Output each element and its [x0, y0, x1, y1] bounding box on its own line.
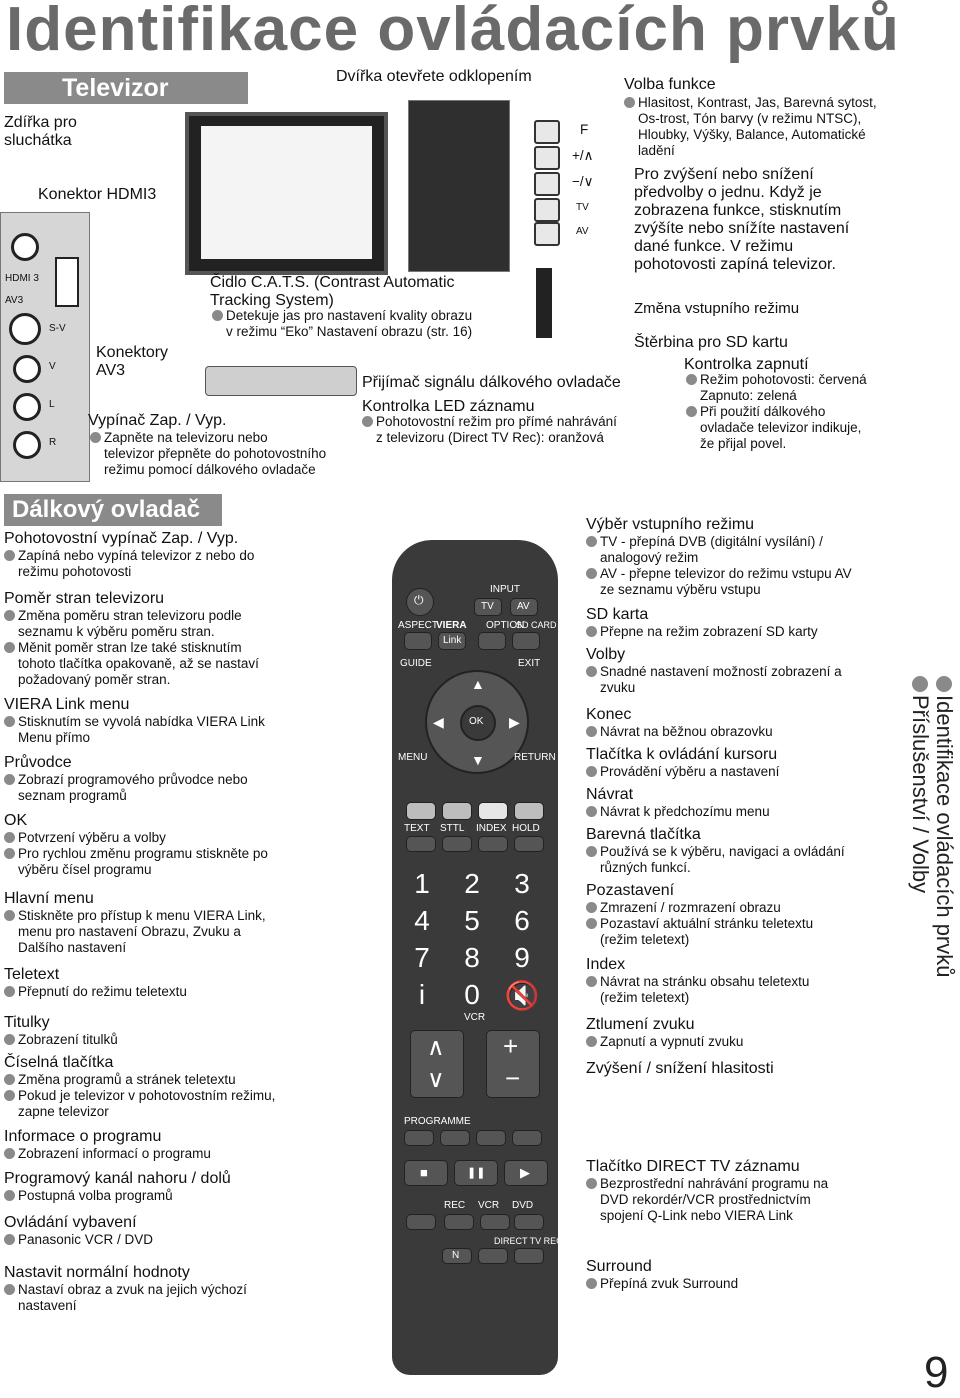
callout-desc-line: Pokud je televizor v pohotovostním režimu,	[4, 1088, 275, 1104]
callout-title: Konec	[586, 706, 632, 723]
normal-button[interactable]: N	[442, 1248, 472, 1264]
callout-desc-line: AV - přepne televizor do režimu vstupu AV	[586, 566, 852, 582]
tv-power-title: Vypínač Zap. / Vyp.	[88, 412, 227, 429]
callout-item	[4, 1054, 275, 1120]
callout-desc-line: Používá se k výběru, navigaci a ovládání	[586, 844, 845, 860]
callout-title: Číselná tlačítka	[4, 1054, 114, 1071]
callout-desc-line: zapne televizor	[18, 1104, 109, 1119]
bullet-icon	[4, 832, 15, 843]
aspect-button[interactable]	[404, 632, 432, 650]
prog-up-button[interactable]	[534, 146, 560, 170]
vcr-button[interactable]	[480, 1214, 510, 1230]
rec-button[interactable]	[444, 1214, 474, 1230]
callout-desc-line: tohoto tlačítka opakovaně, až se nastaví	[18, 656, 259, 671]
bullet-icon	[686, 406, 697, 417]
digit-button[interactable]: 0	[464, 979, 480, 1010]
func-desc: Hlasitost, Kontrast, Jas, Barevná sytost, Os-trost, Tón barvy (v režimu NTSC), Hloubky, Výšky, Balance, Automatické ladění	[624, 95, 877, 159]
page-title: Identifikace ovládacích prvků	[6, 0, 900, 64]
callout-title: Informace o programu	[4, 1128, 162, 1145]
tv-button[interactable]: TV	[474, 598, 502, 616]
callout-desc-line: Menu přímo	[18, 730, 91, 745]
vcr-ch-up-button[interactable]	[440, 1130, 470, 1146]
bullet-icon	[686, 374, 697, 385]
callout-desc-line: Nastaví obraz a zvuk na jejich výchozí	[4, 1282, 247, 1298]
callout-item	[4, 1214, 153, 1248]
power-icon: ⏻	[414, 593, 424, 607]
headphone-jack	[11, 233, 39, 261]
callout-title: Barevná tlačítka	[586, 826, 701, 843]
bullet-icon	[586, 846, 597, 857]
led-title: Kontrolka LED záznamu	[362, 398, 535, 415]
audio-r-jack	[13, 431, 41, 459]
cats-title: Čidlo C.A.T.S. (Contrast Automatic Tracking System)	[210, 274, 455, 309]
digit-button[interactable]: 8	[464, 942, 480, 973]
callout-desc-line: Dalšího nastavení	[18, 940, 127, 955]
digit-button[interactable]: 4	[414, 905, 430, 936]
callout-item	[4, 890, 266, 956]
callout-item	[4, 754, 248, 804]
callout-desc-line: TV - přepíná DVB (digitální vysílání) /	[586, 534, 852, 550]
callout-desc-line: Potvrzení výběru a volby	[4, 830, 268, 846]
callout-desc-line: Zobrazení informací o programu	[4, 1146, 211, 1162]
callout-desc-line: analogový režim	[600, 550, 699, 565]
bullet-icon	[586, 726, 597, 737]
chevron-up-icon: ∧	[427, 1034, 445, 1061]
callout-title: Programový kanál nahoru / dolů	[4, 1170, 231, 1187]
callout-title: Pohotovostní vypínač Zap. / Vyp.	[4, 530, 239, 547]
bullet-icon	[4, 642, 15, 653]
av3-port-label: AV3	[5, 295, 24, 306]
sd-card-slot	[536, 268, 552, 338]
bullet-icon	[624, 97, 635, 108]
callout-title: Zvýšení / snížení hlasitosti	[586, 1060, 774, 1077]
remote-section-title: Dálkový ovladač	[12, 496, 201, 523]
dvd-button[interactable]	[514, 1214, 544, 1230]
av-button[interactable]: AV	[510, 598, 538, 616]
callout-item	[586, 1060, 774, 1078]
bullet-icon	[586, 626, 597, 637]
bullet-icon	[586, 568, 597, 579]
callout-desc-line: Pro rychlou změnu programu stiskněte po	[4, 846, 268, 862]
digit-button[interactable]: 7	[414, 942, 430, 973]
bullet-icon	[4, 774, 15, 785]
tv-side-buttons: F +/∧ −/∨ TV AV	[528, 110, 608, 250]
callout-desc-line: zvuku	[600, 680, 636, 695]
callout-desc-line: Postupná volba programů	[4, 1188, 231, 1204]
av-input-button[interactable]	[534, 222, 560, 246]
ffwd-button[interactable]	[512, 1130, 542, 1146]
chevron-down-icon: ∨	[427, 1066, 445, 1093]
bullet-icon	[4, 1074, 15, 1085]
bullet-icon	[4, 1284, 15, 1295]
callout-item	[586, 826, 845, 876]
callout-title: SD karta	[586, 606, 649, 623]
bullet-icon	[586, 902, 597, 913]
callout-item	[586, 1258, 738, 1292]
vcr-power-button[interactable]	[406, 1214, 436, 1230]
callout-item	[586, 746, 779, 780]
s-video-label: S-V	[49, 323, 66, 334]
viera-link-button[interactable]: Link	[438, 632, 466, 650]
callout-desc-line: Přepnutí do režimu teletextu	[4, 984, 187, 1000]
callout-desc-line: různých funkcí.	[600, 860, 691, 875]
callout-desc-line: Návrat k předchozímu menu	[586, 804, 770, 820]
callout-title: Výběr vstupního režimu	[586, 516, 755, 533]
callout-item	[4, 1170, 231, 1204]
play-icon: ▶	[520, 1165, 530, 1180]
bullet-icon	[4, 1034, 15, 1045]
side-door-illustration	[408, 100, 510, 272]
callout-desc-line: Změna programů a stránek teletextu	[4, 1072, 275, 1088]
callout-item	[586, 882, 813, 948]
tv-power-desc: Zapněte na televizoru nebo televizor přepněte do pohotovostního režimu pomocí dálkového ovladače	[90, 430, 326, 478]
bullet-icon	[586, 976, 597, 987]
callout-desc-line: nastavení	[18, 1298, 77, 1313]
video-label: V	[49, 361, 56, 372]
callout-title: Nastavit normální hodnoty	[4, 1264, 190, 1281]
callout-desc-line: Pozastaví aktuální stránku teletextu	[586, 916, 813, 932]
callout-item	[4, 1264, 247, 1314]
callout-desc-line: menu pro nastavení Obrazu, Zvuku a	[18, 924, 241, 939]
callout-item	[586, 606, 818, 640]
callout-desc-line: výběru čísel programu	[18, 862, 152, 877]
tv-section-title: Televizor	[62, 74, 169, 102]
callout-item	[4, 966, 187, 1000]
prog-down-button[interactable]	[534, 172, 560, 196]
callout-title: Poměr stran televizoru	[4, 590, 165, 607]
bullet-icon	[586, 1178, 597, 1189]
callout-desc-line: Stiskněte pro přístup k menu VIERA Link,	[4, 908, 266, 924]
callout-title: Teletext	[4, 966, 60, 983]
callout-title: Tlačítko DIRECT TV záznamu	[586, 1158, 800, 1175]
callout-item	[586, 516, 852, 598]
ok-button[interactable]: OK	[460, 705, 496, 741]
bullet-icon	[4, 910, 15, 921]
callout-desc-line: Snadné nastavení možností zobrazení a	[586, 664, 842, 680]
callout-desc-line: (režim teletext)	[600, 990, 690, 1005]
volume-button[interactable]	[486, 1030, 540, 1098]
digit-button[interactable]: i	[418, 979, 426, 1010]
callout-item	[586, 1016, 743, 1050]
digit-button[interactable]: 🔇	[504, 980, 540, 1011]
callout-item	[4, 590, 259, 688]
video-jack	[13, 355, 41, 383]
callout-item	[4, 1014, 118, 1048]
hold-button[interactable]	[514, 836, 544, 852]
audio-l-label: L	[49, 399, 55, 410]
callout-item	[586, 1158, 828, 1224]
callout-title: VIERA Link menu	[4, 696, 130, 713]
callout-desc-line: Stisknutím se vyvolá nabídka VIERA Link	[4, 714, 265, 730]
pause-button[interactable]	[454, 1160, 498, 1186]
headphone-label: Zdířka pro sluchátka	[4, 114, 77, 149]
yellow-button[interactable]	[478, 802, 508, 820]
tv-front-panel	[205, 366, 357, 396]
callout-desc-line: seznam programů	[18, 788, 127, 803]
minus-icon: −	[505, 1063, 521, 1093]
cats-desc: Detekuje jas pro nastavení kvality obrazu v režimu “Eko” Nastavení obrazu (str. 16)	[212, 308, 472, 340]
callout-desc-line: Přepne na režim zobrazení SD karty	[586, 624, 818, 640]
bullet-icon	[4, 1234, 15, 1245]
callout-desc-line: Panasonic VCR / DVD	[4, 1232, 153, 1248]
digit-button[interactable]: 2	[464, 868, 480, 899]
callout-desc-line: Zobrazí programového průvodce nebo	[4, 772, 248, 788]
callout-item	[4, 1128, 211, 1162]
callout-desc-line: seznamu k výběru poměru stran.	[18, 624, 215, 639]
text-button[interactable]	[406, 836, 436, 852]
prog-desc: Pro zvýšení nebo snížení předvolby o jednu. Když je zobrazena funkce, stisknutím zvýšíte nebo snížíte nastavení dané funkce. V režimu pohotovosti zapíná televizor.	[634, 166, 850, 273]
callout-desc-line: Návrat na stránku obsahu teletextu	[586, 974, 809, 990]
receiver-label: Přijímač signálu dálkového ovladače	[362, 374, 621, 391]
callout-desc-line: Provádění výběru a nastavení	[586, 764, 779, 780]
bullet-icon	[4, 1190, 15, 1201]
av3-label: Konektory AV3	[96, 344, 169, 379]
up-arrow-icon: ▲	[471, 676, 485, 692]
red-button[interactable]	[406, 802, 436, 820]
bullet-icon	[586, 536, 597, 547]
callout-desc-line: Návrat na běžnou obrazovku	[586, 724, 773, 740]
surround-button[interactable]	[478, 1248, 508, 1264]
callout-desc-line: DVD rekordér/VCR prostřednictvím	[600, 1192, 811, 1207]
callout-desc-line: spojení Q-Link nebo VIERA Link	[600, 1208, 793, 1223]
func-title: Volba funkce	[624, 76, 716, 93]
sttl-button[interactable]	[442, 836, 472, 852]
right-arrow-icon: ▶	[509, 714, 520, 730]
bullet-icon	[4, 716, 15, 727]
hdmi-port	[55, 257, 79, 307]
audio-r-label: R	[49, 437, 57, 448]
bullet-icon	[586, 1278, 597, 1289]
digit-button[interactable]: 3	[514, 868, 530, 899]
power-led-desc: Režim pohotovosti: červená Zapnuto: zelená Při použití dálkového ovladače televizor indikuje, že přijal povel.	[686, 372, 867, 452]
callout-item	[586, 706, 773, 740]
rewind-button[interactable]	[476, 1130, 506, 1146]
door-label: Dvířka otevřete odklopením	[336, 68, 532, 85]
bullet-icon	[4, 1148, 15, 1159]
bullet-icon	[586, 766, 597, 777]
callout-desc-line: Měnit poměr stran lze také stisknutím	[4, 640, 259, 656]
index-button[interactable]	[478, 836, 508, 852]
remote-illustration: ⏻ INPUT TV AV ASPECT VIERA OPTION SD CARD Link GUIDE EXIT OK ▲ ▼ ◀ ▶ MENU RETURN TEXT STTL INDEX HOLD 1 2 3 4 5 6 7 8 9 i 0 🔇 VCR ∧ ∨ + − PROGRAMME ■ ❚❚ ▶ REC VCR DVD DIRECT TV REC N	[392, 540, 558, 1375]
led-desc: Pohotovostní režim pro přímé nahrávání z televizoru (Direct TV Rec): oranžová	[362, 414, 617, 446]
option-button[interactable]	[478, 632, 506, 650]
power-button[interactable]	[406, 588, 434, 616]
callout-title: Surround	[586, 1258, 652, 1275]
callout-title: Tlačítka k ovládání kursoru	[586, 746, 778, 763]
bullet-icon	[4, 1090, 15, 1101]
callout-title: Volby	[586, 646, 626, 663]
callout-desc-line: Zapíná nebo vypíná televizor z nebo do	[4, 548, 254, 564]
power-led-title: Kontrolka zapnutí	[684, 356, 809, 373]
bullet-icon	[4, 550, 15, 561]
vcr-ch-down-button[interactable]	[404, 1130, 434, 1146]
digit-button[interactable]: 6	[514, 905, 530, 936]
input-change-label: Změna vstupního režimu	[634, 300, 800, 317]
callout-title: Ovládání vybavení	[4, 1214, 137, 1231]
bullet-icon	[586, 918, 597, 929]
bullet-icon	[362, 416, 373, 427]
digit-button[interactable]: 5	[464, 905, 480, 936]
function-button[interactable]	[534, 120, 560, 144]
down-arrow-icon: ▼	[471, 752, 485, 768]
bullet-icon	[586, 666, 597, 677]
sd-card-button[interactable]	[512, 632, 540, 650]
bullet-icon	[90, 432, 101, 443]
callout-desc-line: Zmrazení / rozmrazení obrazu	[586, 900, 813, 916]
callout-desc-line: (režim teletext)	[600, 932, 690, 947]
callout-desc-line: požadovaný poměr stran.	[18, 672, 171, 687]
bullet-icon	[4, 610, 15, 621]
sd-slot-label: Štěrbina pro SD kartu	[634, 334, 788, 351]
stop-button[interactable]	[404, 1160, 448, 1186]
tv-section-header	[4, 72, 248, 104]
bullet-icon	[586, 1036, 597, 1047]
callout-title: Pozastavení	[586, 882, 675, 899]
callout-item	[4, 812, 268, 878]
bullet-icon	[936, 676, 952, 692]
callout-desc-line: Změna poměru stran televizoru podle	[4, 608, 259, 624]
green-button[interactable]	[442, 802, 472, 820]
tv-input-button[interactable]	[534, 198, 560, 222]
digit-button[interactable]: 9	[514, 942, 530, 973]
bullet-icon	[4, 848, 15, 859]
callout-desc-line: Bezprostřední nahrávání programu na	[586, 1176, 828, 1192]
section-side-tab: Identifikace ovládacích prvků Příslušenství / Volby	[906, 676, 956, 1006]
programme-updown-button[interactable]	[410, 1030, 464, 1098]
bullet-icon	[912, 676, 928, 692]
bullet-icon	[4, 986, 15, 997]
tv-illustration	[185, 112, 388, 275]
plus-icon: +	[503, 1031, 519, 1061]
callout-desc-line: Zobrazení titulků	[4, 1032, 118, 1048]
callout-title: Index	[586, 956, 626, 973]
page-number: 9	[924, 1348, 949, 1397]
play-button[interactable]	[504, 1160, 548, 1186]
blue-button[interactable]	[514, 802, 544, 820]
bullet-icon	[586, 806, 597, 817]
s-video-jack	[9, 313, 41, 345]
callout-item	[586, 646, 842, 696]
digit-button[interactable]: 1	[414, 868, 430, 899]
callout-desc-line: Zapnutí a vypnutí zvuku	[586, 1034, 743, 1050]
callout-title: Návrat	[586, 786, 634, 803]
callout-desc-line: režimu pohotovosti	[18, 564, 132, 579]
callout-item	[586, 786, 770, 820]
callout-title: Průvodce	[4, 754, 72, 771]
audio-l-jack	[13, 393, 41, 421]
callout-item	[4, 696, 265, 746]
hdmi3-label: Konektor HDMI3	[38, 186, 157, 203]
callout-title: OK	[4, 812, 28, 829]
hdmi3-port-label: HDMI 3	[5, 273, 39, 284]
stop-icon: ■	[420, 1165, 428, 1180]
callout-title: Hlavní menu	[4, 890, 94, 907]
callout-title: Titulky	[4, 1014, 50, 1031]
pause-icon: ❚❚	[467, 1167, 486, 1179]
direct-tv-rec-button[interactable]	[514, 1248, 544, 1264]
callout-title: Ztlumení zvuku	[586, 1016, 695, 1033]
remote-section-header	[4, 494, 222, 526]
callout-item	[586, 956, 809, 1006]
left-arrow-icon: ◀	[433, 714, 444, 730]
callout-desc-line: ze seznamu výběru vstupu	[600, 582, 761, 597]
callout-desc-line: Přepíná zvuk Surround	[586, 1276, 738, 1292]
bullet-icon	[212, 310, 223, 321]
callout-item	[4, 530, 254, 580]
connector-panel	[0, 212, 90, 482]
